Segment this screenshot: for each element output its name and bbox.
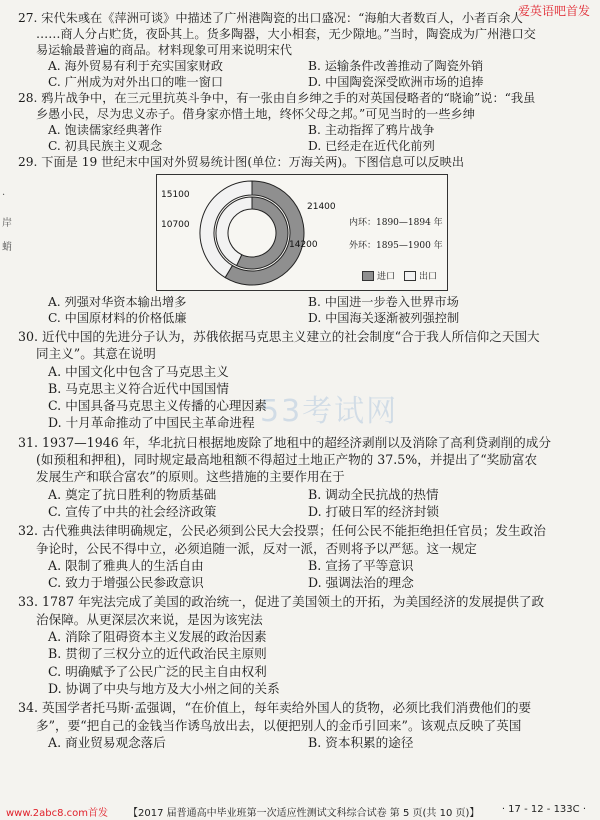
chart-value-label: 14200 xyxy=(289,240,318,250)
question-line: 争论时，公民不得中立，必须追随一派，反对一派，否则将予以严惩。这一规定 xyxy=(36,540,477,556)
option-b[interactable]: B. 主动指挥了鸦片战争 xyxy=(308,123,435,137)
option-c[interactable]: C. 广州成为对外出口的唯一窗口 xyxy=(48,75,224,89)
option-d[interactable]: D. 强调法治的理念 xyxy=(308,575,414,591)
legend-label-export: 出口 xyxy=(419,272,438,282)
option-b[interactable]: B. 贯彻了三权分立的近代政治民主原则 xyxy=(48,646,267,662)
option-a[interactable]: A. 列强对华资本输出增多 xyxy=(48,295,187,309)
option-d[interactable]: D. 中国陶瓷深受欧洲市场的追捧 xyxy=(308,75,484,89)
question-32 xyxy=(18,522,590,591)
question-line: 多”，要“把自己的金钱当作诱鸟放出去，以便把别人的金币引回来”。该观点反映了英国 xyxy=(36,717,522,733)
option-row xyxy=(18,294,590,310)
option-row xyxy=(18,574,590,591)
option-a[interactable]: A. 消除了阻碍资本主义发展的政治因素 xyxy=(48,629,267,645)
question-28 xyxy=(18,90,590,154)
option-a[interactable]: A. 限制了雅典人的生活自由 xyxy=(48,557,204,573)
left-margin-mark: 蛸 xyxy=(2,242,12,253)
option-b[interactable]: B. 资本积累的途径 xyxy=(308,734,414,750)
footer-title: 【2017 届普通高中毕业班第一次适应性测试文科综合试卷 第 5 页(共 10 页)】 xyxy=(128,808,480,819)
option-row xyxy=(18,557,590,574)
page-footer xyxy=(0,800,600,820)
chart-value-label: 21400 xyxy=(307,202,336,212)
question-31 xyxy=(18,434,590,520)
question-line: ……商人分占贮货，夜卧其上。货多陶器，大小相套，无少隙地。”当时，陶瓷成为广州港口交 xyxy=(36,27,536,41)
option-c[interactable]: C. 明确赋予了公民广泛的民主自由权利 xyxy=(48,663,267,679)
option-row xyxy=(18,58,590,74)
left-margin-mark: · xyxy=(2,190,6,201)
trade-chart xyxy=(18,172,590,292)
legend-label-import: 进口 xyxy=(377,272,396,282)
question-line: 易运输最普遍的商品。材料现象可用来说明宋代 xyxy=(36,43,292,57)
chart-frame xyxy=(156,174,448,291)
footer-code: · 17 - 12 - 133C · xyxy=(501,804,586,815)
question-line: 32. 古代雅典法律明确规定，公民必须到公民大会投票；任何公民不能拒绝担任官员；发生政治 xyxy=(18,523,546,539)
option-c[interactable]: C. 宣传了中共的社会经济政策 xyxy=(48,503,217,519)
option-row xyxy=(18,734,590,751)
option-d[interactable]: D. 打破日军的经济封锁 xyxy=(308,503,439,519)
inner-ring-note: 内环：1890—1894 年 xyxy=(349,218,443,228)
left-margin-mark: 岸 xyxy=(2,218,12,229)
question-line: 34. 英国学者托马斯·孟强调，“在价值上，每年卖给外国人的货物，必须比我们消费他们的要 xyxy=(18,700,532,716)
question-line: 治保障。从更深层次来说，是因为该宪法 xyxy=(36,611,263,627)
option-d[interactable]: D. 中国海关逐渐被列强控制 xyxy=(308,311,460,325)
option-a[interactable]: A. 奠定了抗日胜利的物质基础 xyxy=(48,486,217,502)
legend-swatch-import xyxy=(362,271,374,281)
question-34 xyxy=(18,699,590,751)
chart-value-label: 15100 xyxy=(161,190,190,200)
question-line: 同主义”。其意在说明 xyxy=(36,346,156,362)
question-line: 30. 近代中国的先进分子认为，苏俄依据马克思主义建立的社会制度“合于我人所信仰之天国大 xyxy=(18,329,540,344)
option-d[interactable]: D. 十月革命推动了中国民主革命进程 xyxy=(48,415,255,431)
question-line: 31. 1937—1946 年，华北抗日根据地废除了地租中的超经济剥削以及消除了高利贷剥削的成分 xyxy=(18,434,551,450)
option-c[interactable]: C. 中国具备马克思主义传播的心理因素 xyxy=(48,398,267,414)
option-row xyxy=(18,122,590,138)
option-row xyxy=(18,74,590,90)
question-line: 33. 1787 年宪法完成了美国的政治统一，促进了美国领土的开拓，为美国经济的发展提供了政 xyxy=(18,594,545,610)
option-b[interactable]: B. 宣扬了平等意识 xyxy=(308,557,414,573)
footer-site: www.2abc8.com首发 xyxy=(6,808,109,819)
option-b[interactable]: B. 运输条件改善推动了陶瓷外销 xyxy=(308,59,484,73)
option-d[interactable]: D. 协调了中央与地方及大小州之间的关系 xyxy=(48,680,280,696)
top-watermark: 爱英语吧首发 xyxy=(517,4,590,18)
question-line: 29. 下面是 19 世纪末中国对外贸易统计图(单位：万海关两)。下图信息可以反映出 xyxy=(18,155,465,169)
chart-legend xyxy=(362,269,437,282)
option-c[interactable]: C. 中国原材料的价格低廉 xyxy=(48,311,187,325)
option-a[interactable]: A. 商业贸易观念落后 xyxy=(48,734,166,750)
question-30 xyxy=(18,328,590,432)
legend-swatch-export xyxy=(404,271,416,281)
question-29 xyxy=(18,154,590,326)
center-watermark: 53考试网 xyxy=(260,394,399,429)
question-line: 27. 宋代朱彧在《萍洲可谈》中描述了广州港陶瓷的出口盛况：“海舶大者数百人，小者百余人 xyxy=(18,11,523,25)
questions-column xyxy=(18,10,590,751)
option-b[interactable]: B. 调动全民抗战的热情 xyxy=(308,486,439,502)
option-row xyxy=(18,503,590,520)
outer-ring-note: 外环：1895—1900 年 xyxy=(349,241,443,251)
option-a[interactable]: A. 饱读儒家经典著作 xyxy=(48,123,163,137)
option-row xyxy=(18,486,590,503)
question-line: 28. 鸦片战争中，在三元里抗英斗争中，有一张由自乡绅之手的对英国侵略者的“晓谕”说：“我虽 xyxy=(18,91,536,105)
question-line: (如预租和押租)，同时规定最高地租额不得超过土地正产物的 37.5%，并提出了“奖励富农 xyxy=(36,452,538,468)
question-line: 发展生产和联合富农”的原则。这些措施的主要作用在于 xyxy=(36,469,345,485)
option-b[interactable]: B. 中国进一步卷入世界市场 xyxy=(308,295,459,309)
question-33 xyxy=(18,593,590,697)
question-line: 乡愚小民，尽为忠义赤子。借身家亦惜土地，终怀父母之邦。”可见当时的一些乡绅 xyxy=(36,107,475,121)
option-row xyxy=(18,138,590,154)
chart-value-label: 10700 xyxy=(161,220,190,230)
option-a[interactable]: A. 中国文化中包含了马克思主义 xyxy=(48,363,229,379)
question-27 xyxy=(18,10,590,90)
option-a[interactable]: A. 海外贸易有利于充实国家财政 xyxy=(48,59,223,73)
option-b[interactable]: B. 马克思主义符合近代中国国情 xyxy=(48,380,229,396)
option-c[interactable]: C. 致力于增强公民参政意识 xyxy=(48,575,204,591)
option-row xyxy=(18,310,590,326)
option-d[interactable]: D. 已经走在近代化前列 xyxy=(308,139,435,153)
option-c[interactable]: C. 初具民族主义观念 xyxy=(48,139,163,153)
